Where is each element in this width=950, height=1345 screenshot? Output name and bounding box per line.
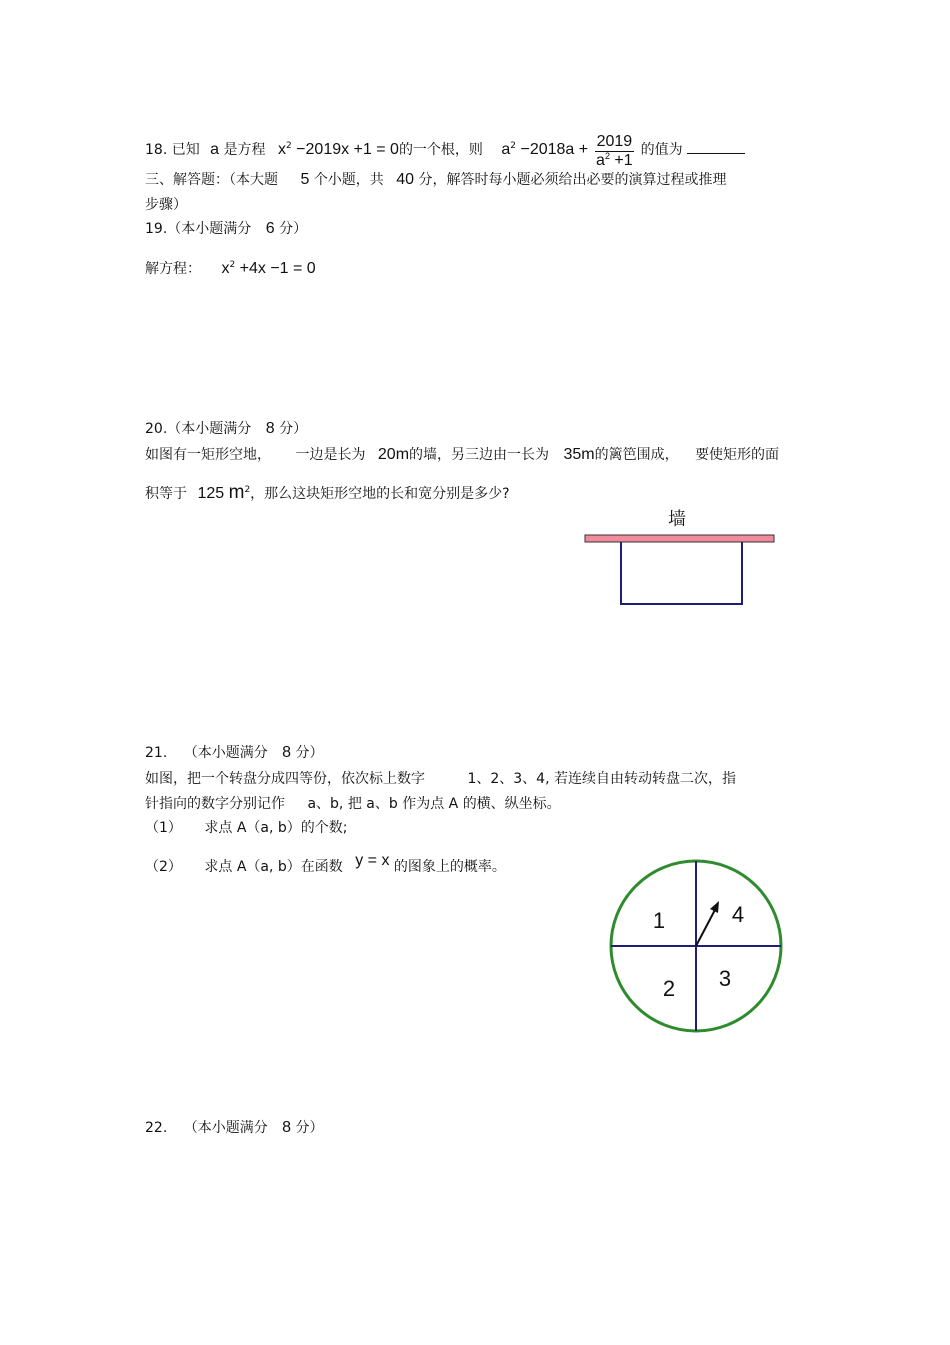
spinner-pointer-arrowhead — [710, 901, 719, 913]
q18-text-tail: 的值为 — [640, 142, 683, 158]
q18-den-exponent: 2 — [604, 151, 610, 161]
section3-line1 — [145, 171, 727, 189]
q20-wall-length: 20m — [377, 446, 410, 463]
q21-text-c: 针指向的数字分别记作 — [145, 796, 285, 812]
q20-area-unit-exponent: 2 — [244, 485, 251, 495]
q18-answer-blank — [687, 141, 745, 154]
section3-line2: 步骤） — [145, 197, 187, 213]
q21-item2-text-b: 的图象上的概率。 — [393, 859, 506, 875]
q20-header-end: 分） — [279, 421, 308, 437]
q21-header-end: 分） — [295, 745, 324, 761]
q19-solve-label: 解方程： — [145, 261, 201, 277]
q18-line — [145, 131, 745, 169]
q21-item2 — [145, 852, 506, 876]
q20-text-e: 要使矩形的面 — [695, 447, 780, 463]
q18-eq-exponent: 2 — [285, 141, 292, 151]
q20-line1 — [145, 446, 779, 464]
q21-text-e: 作为点 — [402, 796, 445, 812]
spinner-label-3: 3 — [718, 966, 732, 991]
spinner-label-2: 2 — [662, 976, 676, 1001]
section3-points: 40 — [396, 171, 415, 188]
q21-text-d: 把 — [347, 796, 362, 812]
q19-header — [145, 220, 307, 238]
q21-spinner — [606, 856, 786, 1036]
q20-score: 8 — [265, 420, 275, 437]
q21-numbers: 1、2、3、4, — [467, 771, 550, 787]
q19-eq-exponent: 2 — [229, 260, 236, 270]
q21-item1-text: 求点 A（a, b）的个数; — [204, 820, 348, 836]
q19-header-text: 19.（本小题满分 — [145, 221, 252, 237]
q20-fence-length: 35m — [563, 446, 595, 463]
q21-header-text: （本小题满分 — [183, 745, 268, 761]
q18-expr-exponent: 2 — [510, 141, 517, 151]
q20-header-text: 20.（本小题满分 — [145, 421, 252, 437]
q21-header — [145, 744, 324, 762]
q21-text-f: 的横、纵坐标。 — [462, 796, 561, 812]
q21-item2-number: （2） — [145, 859, 182, 875]
q20-text-b: 一边是长为 — [295, 447, 366, 463]
q21-line1 — [145, 770, 736, 788]
q18-fraction-denominator — [595, 152, 635, 171]
q18-expression: −2018a + — [520, 141, 589, 158]
q20-area-unit: m — [228, 482, 245, 503]
q21-text-a: 如图，把一个转盘分成四等份，依次标上数字 — [145, 771, 425, 787]
q20-text-a: 如图有一矩形空地， — [145, 447, 271, 463]
q20-wall-label: 墙 — [668, 509, 686, 530]
q18-fraction — [595, 133, 635, 171]
q21-number: 21. — [145, 745, 168, 761]
q21-ab-2: a、b — [366, 796, 398, 812]
section3-count: 5 — [300, 171, 310, 188]
q18-var-a: a — [210, 141, 220, 158]
spinner-pointer — [696, 906, 717, 946]
q18-text-pre: 已知 — [171, 142, 200, 158]
q19-eq-x: x — [221, 260, 230, 277]
q21-item1-number: （1） — [145, 820, 182, 836]
q22-number: 22. — [145, 1120, 168, 1136]
q19-equation-line — [145, 260, 316, 280]
q21-score: 8 — [282, 744, 292, 761]
q19-equation: +4x −1 = 0 — [239, 260, 316, 277]
section3-text-c: 分，解答时每小题必须给出必要的演算过程或推理 — [418, 172, 727, 188]
q22-score: 8 — [282, 1119, 292, 1136]
section3-title: 三、解答题：（本大题 — [145, 172, 278, 188]
q20-text-question: ，那么这块矩形空地的长和宽分别是多少? — [250, 486, 510, 502]
q20-text-d: 的篱笆围成， — [594, 447, 679, 463]
spinner-label-4: 4 — [731, 902, 745, 927]
q19-header-end: 分） — [279, 221, 308, 237]
q21-item2-function: y = x — [355, 852, 390, 869]
q21-line2 — [145, 795, 561, 813]
section3-text-b: 个小题，共 — [313, 172, 384, 188]
q21-text-b: 若连续自由转动转盘二次，指 — [554, 771, 736, 787]
q21-item1 — [145, 819, 348, 837]
q21-item2-text-a: 求点 A（a, b）在函数 — [204, 859, 343, 875]
q21-ab: a、b, — [307, 796, 344, 812]
q18-text-post: 的一个根，则 — [398, 142, 483, 158]
q20-area-value: 125 — [197, 485, 225, 502]
spinner-label-1: 1 — [652, 908, 666, 933]
q20-figure — [580, 505, 780, 615]
q20-line2 — [145, 484, 510, 505]
q20-fence — [621, 542, 742, 604]
q22-header — [145, 1119, 324, 1137]
q19-score: 6 — [265, 220, 275, 237]
q18-eq-x: x — [277, 141, 286, 158]
q20-header — [145, 420, 307, 438]
q20-text-c: 的墙，另三边由一长为 — [409, 447, 550, 463]
q21-point-A: A — [448, 796, 459, 812]
q18-number: 18. — [145, 142, 168, 158]
q18-text-is-root: 是方程 — [223, 142, 266, 158]
q20-wall — [585, 535, 774, 542]
q18-expr-a: a — [501, 141, 511, 158]
q18-den-a: a — [596, 152, 605, 169]
q18-fraction-numerator: 2019 — [596, 133, 633, 150]
q18-den-rest: +1 — [614, 152, 633, 169]
q22-header-text: （本小题满分 — [183, 1120, 268, 1136]
q18-equation: −2019x +1 = 0 — [296, 141, 399, 158]
q22-header-end: 分） — [295, 1120, 324, 1136]
q20-text-area-label: 积等于 — [145, 486, 187, 502]
